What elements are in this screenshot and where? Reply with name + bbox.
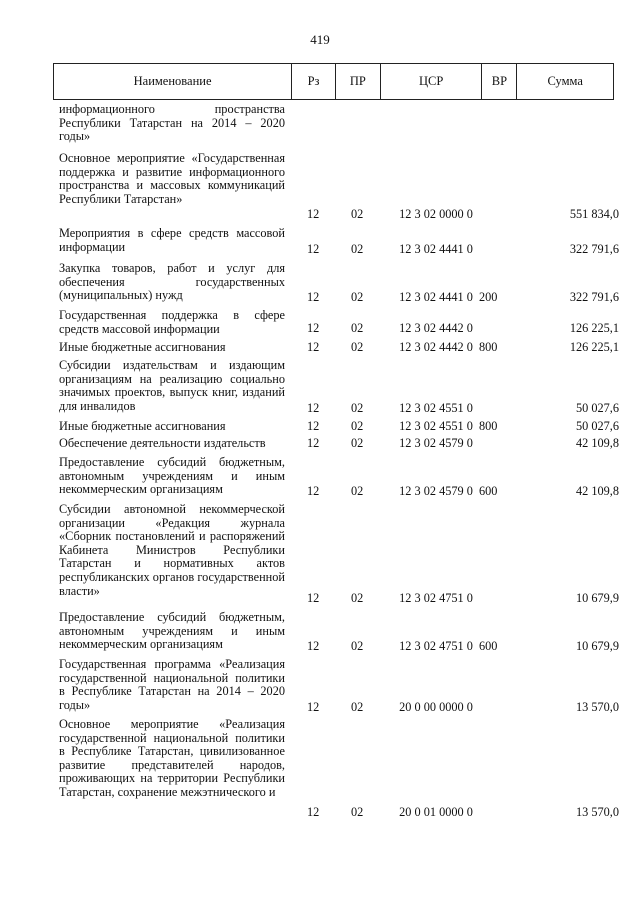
row-pr: 02 bbox=[351, 340, 364, 354]
row-name: Субсидии автономной некоммерческой организации «Редакция журнала «Сборник постановлений и распоряжений Кабинета Министров Республики Татарстан и нормативных актов республиканских органов государственной власти» bbox=[59, 502, 285, 598]
row-vr: 800 bbox=[479, 340, 498, 354]
row-csr: 12 3 02 4551 0 bbox=[399, 419, 473, 433]
row-csr: 12 3 02 4579 0 bbox=[399, 436, 473, 450]
row-name: Субсидии издательствам и издающим организациям на реализацию социально значимых проектов, выпуск книг, изданий для инвалидов bbox=[59, 358, 285, 413]
table-row bbox=[59, 503, 619, 613]
row-rz: 12 bbox=[307, 700, 320, 714]
table-row bbox=[59, 718, 619, 828]
row-pr: 02 bbox=[351, 321, 364, 335]
table-row bbox=[59, 103, 619, 145]
row-rz: 12 bbox=[307, 436, 320, 450]
row-sum: 322 791,6 bbox=[569, 242, 619, 256]
row-csr: 12 3 02 4751 0 bbox=[399, 591, 473, 605]
row-sum: 126 225,1 bbox=[569, 321, 619, 335]
row-name: Иные бюджетные ассигнования bbox=[59, 340, 226, 354]
row-rz: 12 bbox=[307, 419, 320, 433]
row-vr: 800 bbox=[479, 419, 498, 433]
row-csr: 12 3 02 4441 0 bbox=[399, 290, 473, 304]
column-header-rz: Рз bbox=[292, 64, 336, 99]
table-row bbox=[59, 437, 619, 451]
table-row bbox=[59, 262, 619, 304]
row-vr: 600 bbox=[479, 639, 498, 653]
table-row bbox=[59, 420, 619, 434]
row-sum: 126 225,1 bbox=[569, 340, 619, 354]
row-csr: 12 3 02 4441 0 bbox=[399, 242, 473, 256]
column-header-vr: ВР bbox=[482, 64, 517, 99]
row-rz: 12 bbox=[307, 591, 320, 605]
row-rz: 12 bbox=[307, 805, 320, 819]
row-sum: 10 679,9 bbox=[575, 591, 619, 605]
row-name: Закупка товаров, работ и услуг для обеспечения государственных (муниципальных) нужд bbox=[59, 261, 285, 303]
column-header-csr: ЦСР bbox=[381, 64, 483, 99]
row-sum: 50 027,6 bbox=[575, 401, 619, 415]
table-header bbox=[53, 63, 614, 100]
table-row bbox=[59, 227, 619, 255]
row-csr: 12 3 02 4751 0 bbox=[399, 639, 473, 653]
row-pr: 02 bbox=[351, 639, 364, 653]
row-name: информационного пространства Республики Татарстан на 2014 – 2020 годы» bbox=[59, 102, 285, 144]
row-pr: 02 bbox=[351, 436, 364, 450]
row-rz: 12 bbox=[307, 321, 320, 335]
row-pr: 02 bbox=[351, 401, 364, 415]
table-row bbox=[59, 456, 619, 498]
row-rz: 12 bbox=[307, 639, 320, 653]
row-name: Иные бюджетные ассигнования bbox=[59, 419, 226, 433]
row-rz: 12 bbox=[307, 242, 320, 256]
row-pr: 02 bbox=[351, 591, 364, 605]
row-pr: 02 bbox=[351, 242, 364, 256]
row-rz: 12 bbox=[307, 290, 320, 304]
column-header-name: Наименование bbox=[54, 64, 292, 99]
row-vr: 200 bbox=[479, 290, 498, 304]
row-pr: 02 bbox=[351, 805, 364, 819]
row-csr: 20 0 00 0000 0 bbox=[399, 700, 473, 714]
table-row bbox=[59, 658, 619, 714]
row-pr: 02 bbox=[351, 484, 364, 498]
row-pr: 02 bbox=[351, 700, 364, 714]
column-header-pr: ПР bbox=[336, 64, 381, 99]
row-pr: 02 bbox=[351, 419, 364, 433]
row-name: Обеспечение деятельности издательств bbox=[59, 436, 266, 450]
table-row bbox=[59, 611, 619, 653]
row-vr: 600 bbox=[479, 484, 498, 498]
row-name: Предоставление субсидий бюджетным, автономным учреждениям и иным некоммерческим организациям bbox=[59, 610, 285, 652]
row-csr: 12 3 02 4442 0 bbox=[399, 340, 473, 354]
row-sum: 322 791,6 bbox=[569, 290, 619, 304]
table-row bbox=[59, 152, 619, 221]
row-sum: 13 570,0 bbox=[575, 700, 619, 714]
row-csr: 12 3 02 0000 0 bbox=[399, 207, 473, 221]
page-number: 419 bbox=[310, 32, 330, 47]
row-pr: 02 bbox=[351, 290, 364, 304]
row-sum: 50 027,6 bbox=[575, 419, 619, 433]
row-csr: 12 3 02 4551 0 bbox=[399, 401, 473, 415]
row-name: Мероприятия в сфере средств массовой информации bbox=[59, 226, 285, 254]
row-rz: 12 bbox=[307, 401, 320, 415]
row-pr: 02 bbox=[351, 207, 364, 221]
column-header-sum: Сумма bbox=[547, 74, 583, 88]
row-sum: 42 109,8 bbox=[575, 484, 619, 498]
row-name: Государственная программа «Реализация государственной национальной политики в Республике Татарстан на 2014 – 2020 годы» bbox=[59, 657, 285, 712]
row-name: Предоставление субсидий бюджетным, автономным учреждениям и иным некоммерческим организациям bbox=[59, 455, 285, 497]
row-csr: 12 3 02 4442 0 bbox=[399, 321, 473, 335]
row-rz: 12 bbox=[307, 484, 320, 498]
row-sum: 10 679,9 bbox=[575, 639, 619, 653]
row-csr: 20 0 01 0000 0 bbox=[399, 805, 473, 819]
row-csr: 12 3 02 4579 0 bbox=[399, 484, 473, 498]
row-name: Основное мероприятие «Государственная поддержка и развитие информационного пространства и массовых коммуникаций Республики Татарстан» bbox=[59, 151, 285, 206]
row-name: Основное мероприятие «Реализация государственной национальной политики в Республике Татарстан, цивилизованное развитие представителей народов, проживающих на территории Республики Татарстан, сохранение межэтнического и bbox=[59, 717, 285, 799]
table-row bbox=[59, 309, 619, 337]
row-rz: 12 bbox=[307, 340, 320, 354]
row-rz: 12 bbox=[307, 207, 320, 221]
row-sum: 13 570,0 bbox=[575, 805, 619, 819]
table-row bbox=[59, 341, 619, 355]
row-sum: 551 834,0 bbox=[569, 207, 619, 221]
row-sum: 42 109,8 bbox=[575, 436, 619, 450]
table-row bbox=[59, 359, 619, 415]
row-name: Государственная поддержка в сфере средств массовой информации bbox=[59, 308, 285, 336]
